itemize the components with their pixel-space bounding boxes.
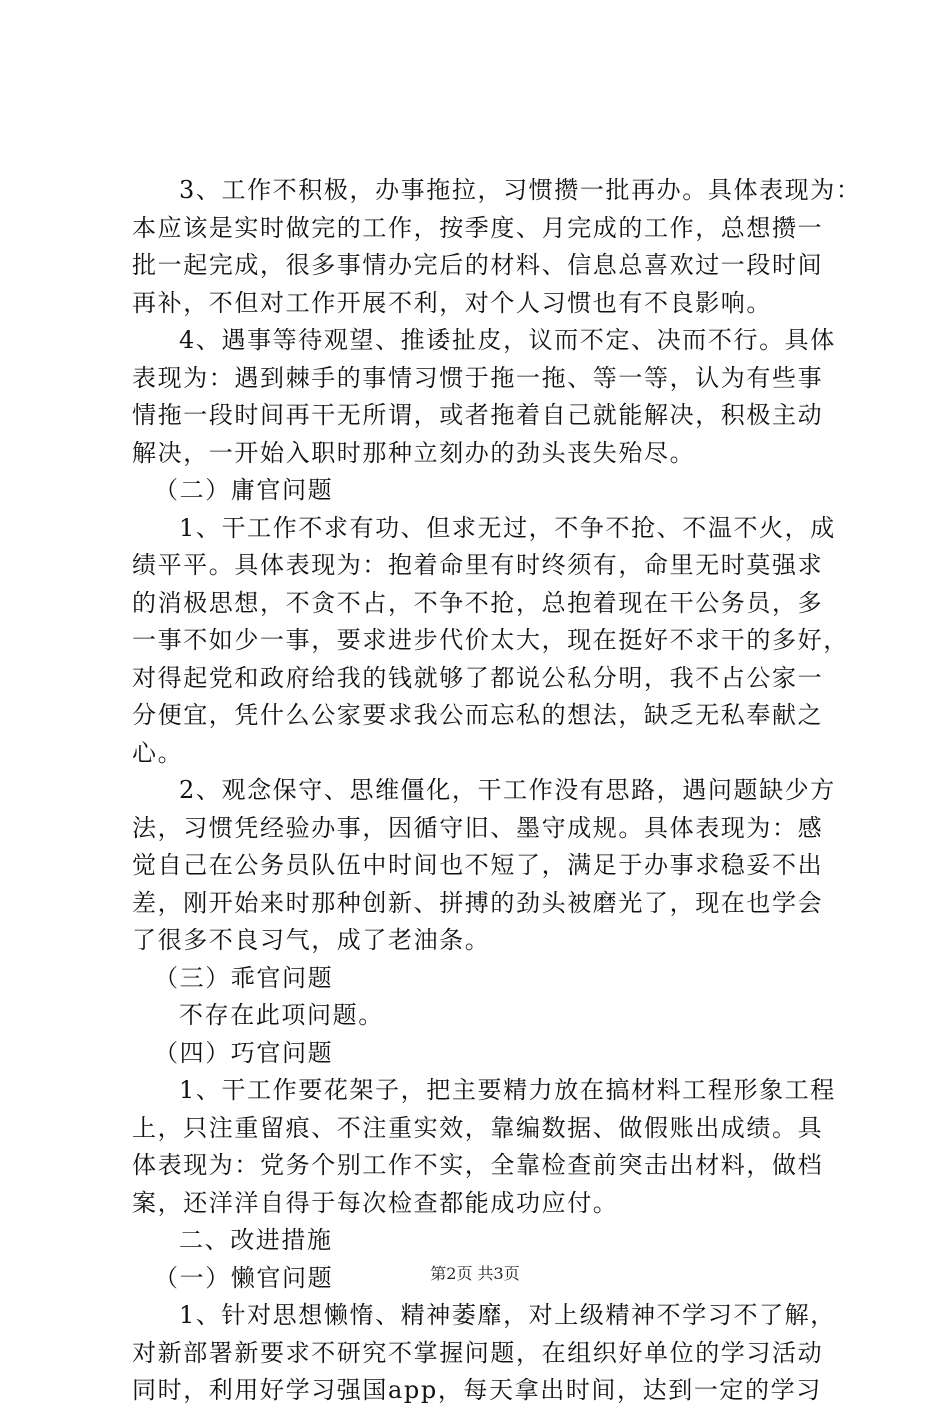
text-line: 分便宜，凭什么公家要求我公而忘私的想法，缺乏无私奉献之 (132, 701, 824, 729)
text-line: 情拖一段时间再干无所谓，或者拖着自己就能解决，积极主动 (132, 401, 824, 429)
text-line: 心。 (132, 738, 184, 767)
text-line: 2、观念保守、思维僵化，干工作没有思路，遇问题缺少方 (179, 776, 836, 804)
text-line: 表现为：遇到棘手的事情习惯于拖一拖、等一等，认为有些事 (132, 363, 824, 392)
text-line: 案，还洋洋自得于每次检查都能成功应付。 (132, 1188, 619, 1217)
text-line: 了很多不良习气，成了老油条。 (132, 926, 491, 954)
text-line: 绩平平。具体表现为：抱着命里有时终须有，命里无时莫强求 (132, 551, 824, 579)
text-line: 一事不如少一事，要求进步代价太大，现在挺好不求干的多好， (132, 626, 849, 654)
text-line: （四）巧官问题 (154, 1038, 334, 1067)
text-line: 1、干工作要花架子，把主要精力放在搞材料工程形象工程 (179, 1076, 836, 1104)
text-line: 本应该是实时做完的工作，按季度、月完成的工作，总想攒一 (132, 213, 824, 242)
text-line: 的消极思想，不贪不占，不争不抢，总抱着现在干公务员，多 (132, 588, 824, 617)
text-line: 对得起党和政府给我的钱就够了都说公私分明，我不占公家一 (132, 663, 824, 692)
text-line: 二、改进措施 (179, 1226, 333, 1254)
text-line: 4、遇事等待观望、推诿扯皮，议而不定、决而不行。具体 (179, 326, 836, 354)
text-line: 同时，利用好学习强国app，每天拿出时间，达到一定的学习 (132, 1376, 822, 1404)
text-line: （二）庸官问题 (154, 476, 334, 504)
text-line: 1、针对思想懒惰、精神萎靡，对上级精神不学习不了解， (179, 1301, 836, 1329)
text-line: 法，习惯凭经验办事，因循守旧、墨守成规。具体表现为：感 (132, 813, 824, 842)
text-line: 1、干工作不求有功、但求无过，不争不抢、不温不火，成 (179, 513, 836, 542)
text-line: 3、工作不积极，办事拖拉，习惯攒一批再办。具体表现为： (179, 176, 862, 204)
text-line: 差，刚开始来时那种创新、拼搏的劲头被磨光了，现在也学会 (132, 888, 824, 917)
document-body (132, 172, 862, 1410)
text-line: 体表现为：党务个别工作不实，全靠检查前突击出材料，做档 (132, 1151, 824, 1179)
text-line: （三）乖官问题 (154, 963, 334, 992)
text-line: （一）懒官问题 (154, 1263, 334, 1292)
text-line: 解决，一开始入职时那种立刻办的劲头丧失殆尽。 (132, 438, 696, 467)
text-line: 觉自己在公务员队伍中时间也不短了，满足于办事求稳妥不出 (132, 851, 824, 879)
text-line: 批一起完成，很多事情办完后的材料、信息总喜欢过一段时间 (132, 251, 824, 279)
text-line: 不存在此项问题。 (179, 1001, 384, 1029)
text-line: 再补，不但对工作开展不利，对个人习惯也有不良影响。 (132, 288, 772, 317)
text-line: 上，只注重留痕、不注重实效，靠编数据、做假账出成绩。具 (132, 1113, 824, 1142)
page-footer: 第2页 共3页 (430, 1264, 520, 1283)
text-line: 对新部署新要求不研究不掌握问题，在组织好单位的学习活动 (132, 1338, 824, 1367)
